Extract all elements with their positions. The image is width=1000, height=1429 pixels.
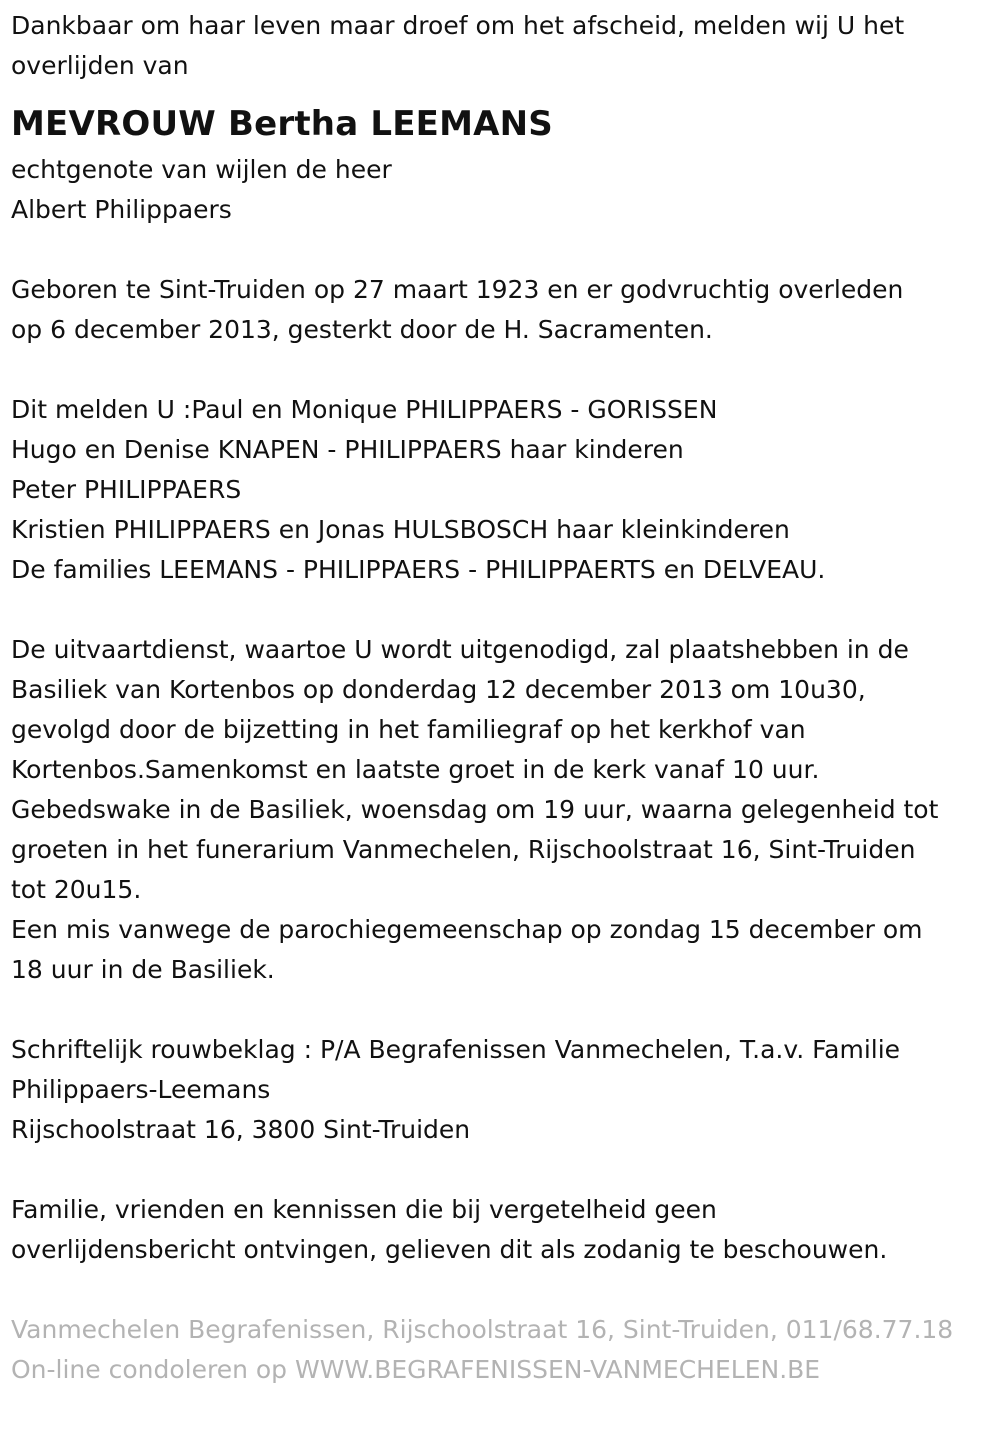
birth-line: op 6 december 2013, gesterkt door de H. Sacramenten. [11,315,713,344]
service-line: Een mis vanwege de parochiegemeenschap op zondag 15 december om [11,915,923,944]
footer-line: Vanmechelen Begrafenissen, Rijschoolstraat 16, Sint-Truiden, 011/68.77.18 [11,1315,954,1344]
notice-line: Familie, vrienden en kennissen die bij vergetelheid geen [11,1195,717,1224]
intro-line: overlijden van [11,51,189,80]
footer [11,1310,1000,1390]
spacer [11,990,1000,1030]
family-line: Peter PHILIPPAERS [11,475,242,504]
service-paragraph [11,630,1000,990]
spouse-line: echtgenote van wijlen de heer [11,155,392,184]
notice-paragraph [11,1190,1000,1270]
service-line: De uitvaartdienst, waartoe U wordt uitgenodigd, zal plaatshebben in de [11,635,909,664]
family-line: Dit melden U :Paul en Monique PHILIPPAERS - GORISSEN [11,395,718,424]
deceased-name: MEVROUW Bertha LEEMANS [11,104,553,144]
spacer [11,590,1000,630]
family-line: De families LEEMANS - PHILIPPAERS - PHILIPPAERTS en DELVEAU. [11,555,826,584]
spacer [11,350,1000,390]
service-line: groeten in het funerarium Vanmechelen, Rijschoolstraat 16, Sint-Truiden [11,835,916,864]
condolence-paragraph [11,1030,1000,1150]
service-line: Gebedswake in de Basiliek, woensdag om 19 uur, waarna gelegenheid tot [11,795,939,824]
intro-line: Dankbaar om haar leven maar droef om het afscheid, melden wij U het [11,11,905,40]
family-paragraph [11,390,1000,590]
service-line: tot 20u15. [11,875,142,904]
family-line: Hugo en Denise KNAPEN - PHILIPPAERS haar kinderen [11,435,684,464]
birth-paragraph [11,270,1000,350]
condolence-line: Rijschoolstraat 16, 3800 Sint-Truiden [11,1115,471,1144]
intro-paragraph [11,6,1000,86]
birth-line: Geboren te Sint-Truiden op 27 maart 1923 en er godvruchtig overleden [11,275,904,304]
notice-line: overlijdensbericht ontvingen, gelieven dit als zodanig te beschouwen. [11,1235,888,1264]
spouse-line: Albert Philippaers [11,195,232,224]
service-line: gevolgd door de bijzetting in het familiegraf op het kerkhof van [11,715,806,744]
spacer [11,1270,1000,1310]
spacer [11,1150,1000,1190]
spouse-paragraph [11,150,1000,230]
condolence-line: Philippaers-Leemans [11,1075,271,1104]
service-line: Kortenbos.Samenkomst en laatste groet in de kerk vanaf 10 uur. [11,755,820,784]
condolence-line: Schriftelijk rouwbeklag : P/A Begrafenissen Vanmechelen, T.a.v. Familie [11,1035,901,1064]
service-line: 18 uur in de Basiliek. [11,955,275,984]
spacer [11,230,1000,270]
footer-line: On-line condoleren op WWW.BEGRAFENISSEN-VANMECHELEN.BE [11,1355,821,1384]
service-line: Basiliek van Kortenbos op donderdag 12 december 2013 om 10u30, [11,675,866,704]
family-line: Kristien PHILIPPAERS en Jonas HULSBOSCH haar kleinkinderen [11,515,790,544]
